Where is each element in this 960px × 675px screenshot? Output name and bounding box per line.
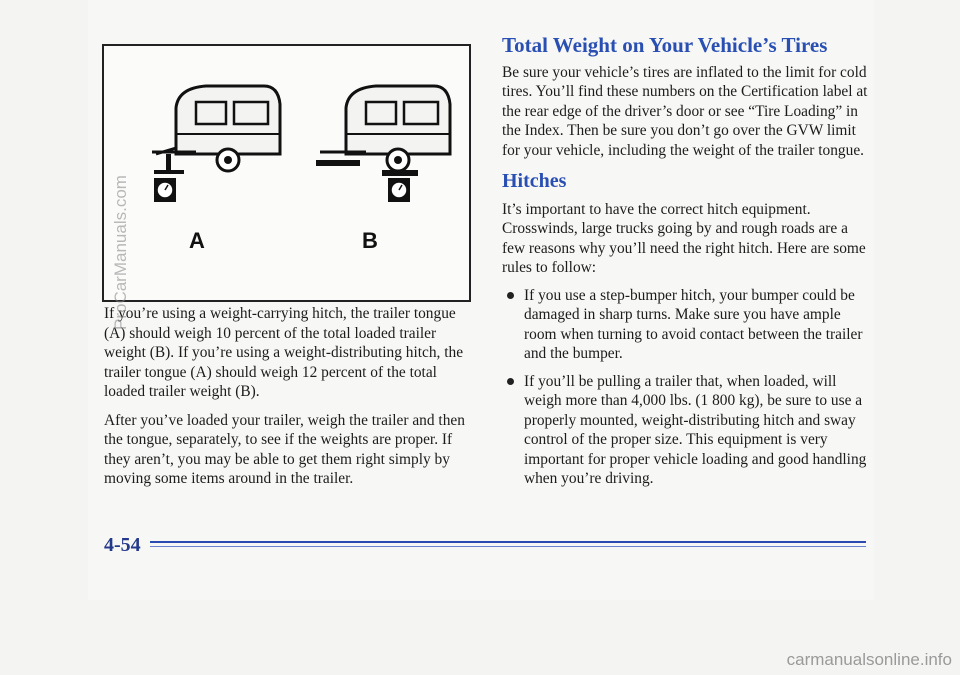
bullet-dot-icon	[507, 292, 514, 299]
trailer-a-drawing	[152, 86, 280, 202]
figure-label-b: B	[362, 228, 378, 253]
list-item-text: If you’ll be pulling a trailer that, when loaded, will weigh more than 4,000 lbs. (1 800 kg), be sure to use a properly mounted, weight-distributing hitch and sway control of the proper size. This equipment is very important for proper vehicle loading and good handling when you’re driving.	[524, 372, 867, 487]
list-item-text: If you use a step-bumper hitch, your bumper could be damaged in sharp turns. Make sure you have ample room when turning to avoid contact between the trailer and the bumper.	[524, 286, 863, 362]
list-item	[502, 372, 874, 489]
page-number: 4-54	[104, 534, 141, 556]
tires-paragraph: Be sure your vehicle’s tires are inflated to the limit for cold tires. You’ll find these numbers on the Certification label at the rear edge of the driver’s door or see “Tire Loading” in the Index. Then be sure you don’t go over the GVW limit for your vehicle, including the weight of the trailer tongue.	[502, 63, 868, 159]
bottom-watermark: carmanualsonline.info	[786, 650, 952, 669]
trailer-b-drawing	[316, 86, 450, 202]
bullet-dot-icon	[507, 378, 514, 385]
weighing-paragraph: After you’ve loaded your trailer, weigh the trailer and then the tongue, separately, to see if the weights are proper. If they aren’t, you may be able to get them right simply by moving some items around in the trailer.	[104, 411, 465, 487]
side-watermark: ProCarManuals.com	[111, 175, 130, 330]
hitches-paragraph: It’s important to have the correct hitch equipment. Crosswinds, large trucks going by and rough roads are a few reasons why you’ll need the right hitch. Here are some rules to follow:	[502, 200, 866, 276]
hitch-rules-list	[502, 286, 874, 489]
right-column	[502, 33, 874, 497]
footer-rule	[150, 541, 866, 543]
footer-rule-thin	[150, 546, 866, 547]
section-heading-hitches: Hitches	[502, 170, 567, 192]
left-column	[104, 304, 472, 498]
trailer-weighing-figure	[102, 44, 471, 302]
trailer-illustration	[104, 46, 469, 300]
figure-label-a: A	[189, 228, 205, 253]
section-heading-total-weight: Total Weight on Your Vehicle’s Tires	[502, 33, 828, 57]
list-item	[502, 286, 874, 364]
tongue-weight-paragraph: If you’re using a weight-carrying hitch, the trailer tongue (A) should weigh 10 percent of the total loaded trailer weight (B). If you’re using a weight-distributing hitch, the trailer tongue (A) should weigh 12 percent of the total loaded trailer weight (B).	[104, 305, 464, 400]
